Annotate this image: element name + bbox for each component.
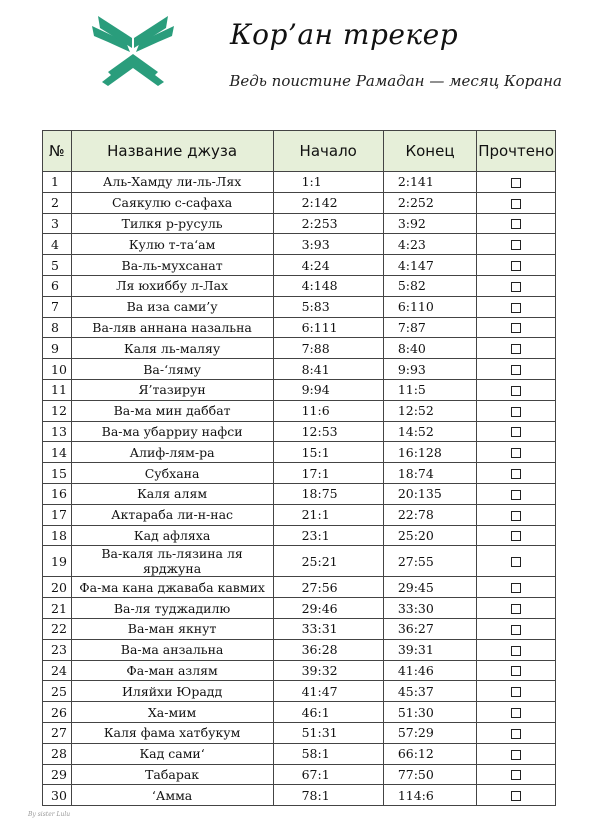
read-checkbox[interactable] (511, 729, 521, 739)
juz-number: 19 (43, 546, 72, 577)
table-row (43, 504, 556, 525)
table-row (43, 213, 556, 234)
juz-number: 11 (43, 379, 72, 400)
juz-end: 29:45 (383, 577, 476, 598)
read-checkbox[interactable] (511, 687, 521, 697)
juz-end: 66:12 (383, 743, 476, 764)
page-subtitle: Ведь поистине Рамадан — месяц Корана (229, 72, 562, 90)
read-cell (477, 442, 556, 463)
read-checkbox[interactable] (511, 365, 521, 375)
juz-start: 4:148 (273, 275, 383, 296)
juz-start: 46:1 (273, 702, 383, 723)
read-checkbox[interactable] (511, 604, 521, 614)
juz-number: 7 (43, 296, 72, 317)
juz-end: 39:31 (383, 639, 476, 660)
juz-number: 16 (43, 483, 72, 504)
read-checkbox[interactable] (511, 219, 521, 229)
juz-end: 9:93 (383, 359, 476, 380)
table-row (43, 639, 556, 660)
juz-start: 5:83 (273, 296, 383, 317)
juz-start: 33:31 (273, 618, 383, 639)
juz-start: 11:6 (273, 400, 383, 421)
juz-end: 36:27 (383, 618, 476, 639)
read-checkbox[interactable] (511, 531, 521, 541)
juz-start: 67:1 (273, 764, 383, 785)
juz-number: 1 (43, 172, 72, 193)
read-cell (477, 681, 556, 702)
juz-number: 10 (43, 359, 72, 380)
juz-start: 23:1 (273, 525, 383, 546)
read-checkbox[interactable] (511, 625, 521, 635)
juz-end: 33:30 (383, 598, 476, 619)
juz-start: 4:24 (273, 255, 383, 276)
juz-name: Субхана (71, 463, 273, 484)
juz-tracker-table (42, 130, 556, 806)
read-cell (477, 359, 556, 380)
juz-start: 1:1 (273, 172, 383, 193)
read-cell (477, 702, 556, 723)
read-cell (477, 234, 556, 255)
read-checkbox[interactable] (511, 261, 521, 271)
juz-start: 6:111 (273, 317, 383, 338)
juz-name: Кад афляха (71, 525, 273, 546)
read-cell (477, 483, 556, 504)
juz-end: 25:20 (383, 525, 476, 546)
read-checkbox[interactable] (511, 303, 521, 313)
table-row (43, 255, 556, 276)
juz-number: 13 (43, 421, 72, 442)
read-cell (477, 504, 556, 525)
header-end: Конец (383, 131, 476, 172)
juz-start: 29:46 (273, 598, 383, 619)
read-checkbox[interactable] (511, 427, 521, 437)
table-row (43, 172, 556, 193)
read-checkbox[interactable] (511, 386, 521, 396)
table-header-row (43, 131, 556, 172)
juz-name: Кад сами‘ (71, 743, 273, 764)
read-cell (477, 213, 556, 234)
read-cell (477, 577, 556, 598)
juz-end: 20:135 (383, 483, 476, 504)
read-checkbox[interactable] (511, 666, 521, 676)
juz-number: 30 (43, 785, 72, 806)
juz-end: 14:52 (383, 421, 476, 442)
juz-number: 29 (43, 764, 72, 785)
table-row (43, 681, 556, 702)
read-checkbox[interactable] (511, 791, 521, 801)
read-cell (477, 639, 556, 660)
read-cell (477, 598, 556, 619)
juz-start: 15:1 (273, 442, 383, 463)
juz-name: Тилкя р-русуль (71, 213, 273, 234)
juz-start: 58:1 (273, 743, 383, 764)
juz-number: 6 (43, 275, 72, 296)
read-checkbox[interactable] (511, 407, 521, 417)
juz-number: 21 (43, 598, 72, 619)
read-cell (477, 463, 556, 484)
juz-number: 20 (43, 577, 72, 598)
juz-number: 3 (43, 213, 72, 234)
read-cell (477, 275, 556, 296)
juz-name: Актараба ли-н-нас (71, 504, 273, 525)
juz-name: Ва-‘ляму (71, 359, 273, 380)
header-juz-name: Название джуза (71, 131, 273, 172)
page-title: Кор’ан трекер (230, 18, 459, 51)
juz-number: 25 (43, 681, 72, 702)
credit-text: By sister Lulu (28, 811, 71, 818)
juz-start: 39:32 (273, 660, 383, 681)
read-cell (477, 421, 556, 442)
read-checkbox[interactable] (511, 344, 521, 354)
juz-start: 8:41 (273, 359, 383, 380)
juz-number: 17 (43, 504, 72, 525)
read-checkbox[interactable] (511, 646, 521, 656)
juz-name: Табарак (71, 764, 273, 785)
juz-end: 27:55 (383, 546, 476, 577)
read-cell (477, 338, 556, 359)
table-row (43, 785, 556, 806)
header-start: Начало (273, 131, 383, 172)
table-row (43, 234, 556, 255)
read-checkbox[interactable] (511, 178, 521, 188)
juz-name: Ва иза сами’у (71, 296, 273, 317)
table-row (43, 743, 556, 764)
table-row (43, 421, 556, 442)
table-row (43, 764, 556, 785)
table-row (43, 660, 556, 681)
juz-number: 12 (43, 400, 72, 421)
juz-number: 15 (43, 463, 72, 484)
juz-number: 4 (43, 234, 72, 255)
read-checkbox[interactable] (511, 583, 521, 593)
juz-name: Ва-ма мин даббат (71, 400, 273, 421)
juz-start: 41:47 (273, 681, 383, 702)
juz-number: 27 (43, 722, 72, 743)
juz-number: 9 (43, 338, 72, 359)
read-cell (477, 525, 556, 546)
read-cell (477, 743, 556, 764)
juz-name: Ха-мим (71, 702, 273, 723)
juz-end: 114:6 (383, 785, 476, 806)
juz-end: 41:46 (383, 660, 476, 681)
juz-name: Фа-ман азлям (71, 660, 273, 681)
juz-end: 6:110 (383, 296, 476, 317)
juz-end: 8:40 (383, 338, 476, 359)
juz-name: Алиф-лям-ра (71, 442, 273, 463)
table-row (43, 400, 556, 421)
read-checkbox[interactable] (511, 282, 521, 292)
juz-end: 77:50 (383, 764, 476, 785)
juz-number: 28 (43, 743, 72, 764)
read-checkbox[interactable] (511, 240, 521, 250)
table-row (43, 618, 556, 639)
read-checkbox[interactable] (511, 511, 521, 521)
juz-number: 18 (43, 525, 72, 546)
juz-end: 18:74 (383, 463, 476, 484)
read-checkbox[interactable] (511, 750, 521, 760)
juz-name: Аль-Хамду ли-ль-Лях (71, 172, 273, 193)
table-row (43, 442, 556, 463)
table-row (43, 702, 556, 723)
juz-end: 16:128 (383, 442, 476, 463)
juz-start: 17:1 (273, 463, 383, 484)
read-checkbox[interactable] (511, 448, 521, 458)
juz-start: 21:1 (273, 504, 383, 525)
juz-start: 2:253 (273, 213, 383, 234)
juz-end: 5:82 (383, 275, 476, 296)
read-checkbox[interactable] (511, 557, 521, 567)
juz-start: 12:53 (273, 421, 383, 442)
juz-name: Каля ль-маляу (71, 338, 273, 359)
read-cell (477, 317, 556, 338)
juz-end: 4:23 (383, 234, 476, 255)
juz-end: 12:52 (383, 400, 476, 421)
juz-start: 3:93 (273, 234, 383, 255)
read-checkbox[interactable] (511, 199, 521, 209)
juz-number: 24 (43, 660, 72, 681)
read-cell (477, 379, 556, 400)
juz-end: 45:37 (383, 681, 476, 702)
juz-end: 22:78 (383, 504, 476, 525)
juz-start: 18:75 (273, 483, 383, 504)
juz-number: 14 (43, 442, 72, 463)
read-cell (477, 785, 556, 806)
read-cell (477, 546, 556, 577)
juz-end: 7:87 (383, 317, 476, 338)
juz-name: Я’тазирун (71, 379, 273, 400)
juz-name: Ва-каля ль-лязина ля ярджуна (71, 546, 273, 577)
read-cell (477, 172, 556, 193)
table-row (43, 722, 556, 743)
juz-start: 25:21 (273, 546, 383, 577)
read-cell (477, 255, 556, 276)
table-row (43, 275, 556, 296)
read-checkbox[interactable] (511, 469, 521, 479)
read-cell (477, 296, 556, 317)
juz-name: Иляйхи Юрадд (71, 681, 273, 702)
juz-start: 36:28 (273, 639, 383, 660)
juz-name: Каля фама хатбукум (71, 722, 273, 743)
read-cell (477, 722, 556, 743)
juz-name: Ля юхиббу л-Лах (71, 275, 273, 296)
juz-start: 9:94 (273, 379, 383, 400)
juz-number: 5 (43, 255, 72, 276)
table-row (43, 192, 556, 213)
read-cell (477, 764, 556, 785)
juz-name: Каля алям (71, 483, 273, 504)
header-read: Прочтено (477, 131, 556, 172)
juz-end: 3:92 (383, 213, 476, 234)
table-row (43, 463, 556, 484)
juz-name: ‘Амма (71, 785, 273, 806)
juz-name: Фа-ма кана джаваба кавмих (71, 577, 273, 598)
juz-name: Ва-ля туджадилю (71, 598, 273, 619)
juz-name: Ва-ль-мухсанат (71, 255, 273, 276)
juz-number: 22 (43, 618, 72, 639)
juz-name: Ва-ма анзальна (71, 639, 273, 660)
read-cell (477, 618, 556, 639)
juz-end: 4:147 (383, 255, 476, 276)
juz-start: 78:1 (273, 785, 383, 806)
table-row (43, 577, 556, 598)
juz-end: 11:5 (383, 379, 476, 400)
read-checkbox[interactable] (511, 708, 521, 718)
read-checkbox[interactable] (511, 770, 521, 780)
juz-name: Саякулю с-сафаха (71, 192, 273, 213)
juz-start: 2:142 (273, 192, 383, 213)
quran-book-logo-icon (88, 12, 178, 88)
table-row (43, 359, 556, 380)
table-row (43, 525, 556, 546)
table-row (43, 296, 556, 317)
juz-name: Ва-ман якнут (71, 618, 273, 639)
juz-start: 51:31 (273, 722, 383, 743)
table-row (43, 379, 556, 400)
juz-end: 51:30 (383, 702, 476, 723)
juz-end: 2:141 (383, 172, 476, 193)
read-cell (477, 660, 556, 681)
juz-name: Ва-ляв аннана назальна (71, 317, 273, 338)
juz-number: 26 (43, 702, 72, 723)
table-row (43, 598, 556, 619)
read-checkbox[interactable] (511, 490, 521, 500)
table-row (43, 483, 556, 504)
read-checkbox[interactable] (511, 323, 521, 333)
juz-number: 8 (43, 317, 72, 338)
juz-start: 7:88 (273, 338, 383, 359)
juz-name: Ва-ма убарриу нафси (71, 421, 273, 442)
header-number: № (43, 131, 72, 172)
juz-number: 23 (43, 639, 72, 660)
juz-end: 57:29 (383, 722, 476, 743)
read-cell (477, 400, 556, 421)
juz-name: Кулю т-таʻам (71, 234, 273, 255)
table-row (43, 317, 556, 338)
table-row (43, 546, 556, 577)
read-cell (477, 192, 556, 213)
juz-number: 2 (43, 192, 72, 213)
juz-start: 27:56 (273, 577, 383, 598)
table-row (43, 338, 556, 359)
juz-end: 2:252 (383, 192, 476, 213)
